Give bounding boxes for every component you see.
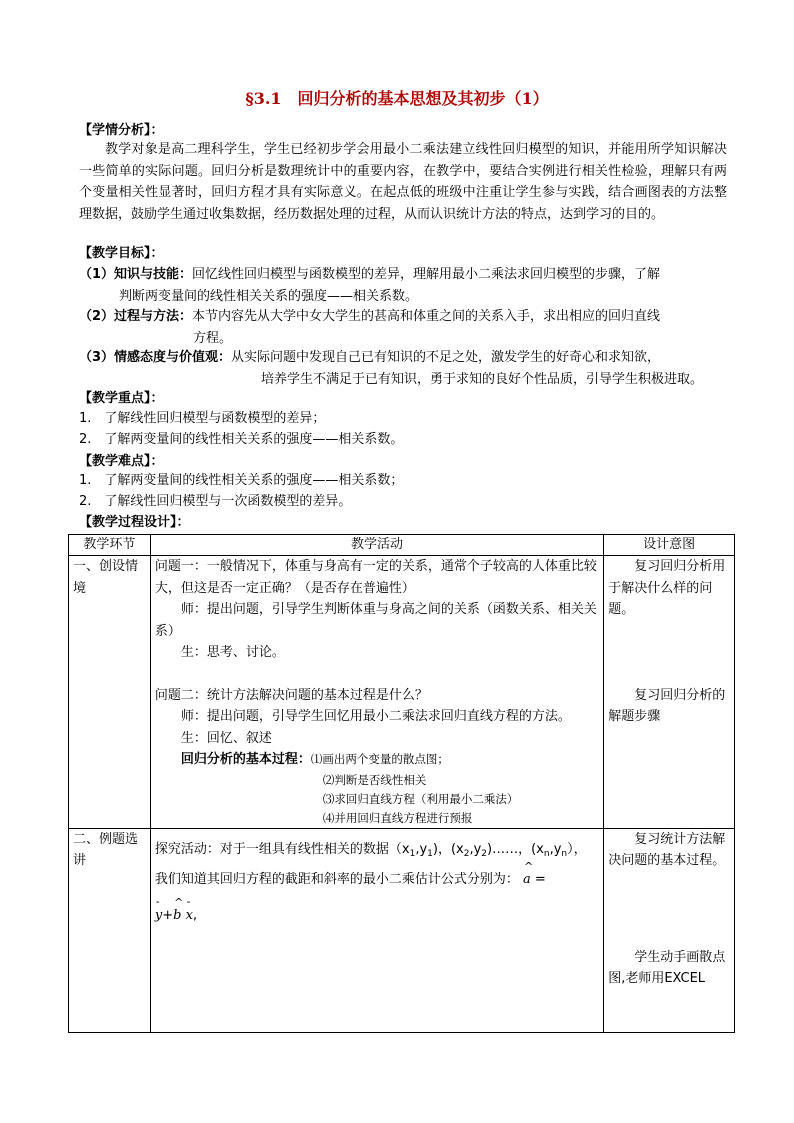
table-row [69, 556, 735, 829]
analysis-paragraph: 教学对象是高二理科学生，学生已经初步学会用最小二乘法建立线性回归模型的知识，并能用所学知识解决一些简单的实际问题。回归分析是数理统计中的重要内容，在教学中，要结合实例进行相关性检验，理解只有两个变量相关性显著时，回归方程才具有实际意义。在起点低的班级中注重让学生参与实践，结合画图表的方法整理数据，鼓励学生通过收集数据，经历数据处理的过程，从而认识统计方法的特点，达到学习的目的。 [79, 142, 727, 222]
table-header-row [69, 535, 735, 556]
difficult-heading: 【教学难点】： [79, 454, 164, 469]
goal-process [79, 306, 729, 349]
goal-emotion [79, 347, 729, 390]
goal1-line1: 回忆线性回归模型与函数模型的差异，理解用最小二乘法求回归模型的步骤，了解 [192, 267, 661, 282]
goal3-line2: 培养学生不满足于已有知识，勇于求知的良好个性品质，引导学生积极进取。 [261, 371, 704, 387]
process-label: 回归分析的基本过程： [180, 752, 311, 767]
question-one: 问题一：一般情况下，体重与身高有一定的关系，通常个子较高的人体重比较大，但这是否一定正确？（是否存在普遍性） [154, 559, 597, 596]
student-note: 生：思考、讨论。 [180, 645, 285, 660]
intent-text: 学生动手画散点图,老师用EXCEL [608, 949, 726, 986]
header-stage: 教学环节 [69, 535, 151, 556]
b-hat-symbol: ^ b [173, 903, 181, 929]
question-two: 问题二：统计方法解决问题的基本过程是什么？ [154, 687, 428, 703]
formula-line: - y+^ b - x, [155, 903, 599, 929]
goal1-line2: 判断两变量间的线性相关关系的强度——相关系数。 [119, 288, 419, 304]
goal2-line2: 方程。 [193, 330, 233, 346]
intent-text: 复习回归分析用于解决什么样的问题。 [608, 559, 726, 617]
a-hat-symbol: ^ a [523, 867, 531, 893]
x-bar-symbol: - x [186, 903, 193, 929]
process-heading: 【教学过程设计】： [79, 515, 190, 530]
stage-cell: 二、例题选讲 [69, 828, 151, 1032]
step-item: ⑴画出两个变量的散点图； [310, 752, 449, 766]
goal3-line1: 从实际问题中发现自己已有知识的不足之处，激发学生的好奇心和求知欲， [231, 350, 661, 365]
key-item: 2. 了解两变量间的线性相关关系的强度——相关系数。 [79, 432, 404, 447]
table-row [69, 828, 735, 1032]
goal1-label: （1）知识与技能： [79, 267, 193, 282]
page-title: §3.1 回归分析的基本思想及其初步（1） [245, 89, 549, 108]
intent-cell [604, 828, 735, 1032]
teacher-note: 师：提出问题，引导学生判断体重与身高之间的关系（函数关系、相关关系） [154, 602, 597, 639]
stage-cell: 一、创设情境 [69, 556, 151, 829]
teacher-note: 师：提出问题，引导学生回忆用最小二乘法求回归直线方程的方法。 [180, 709, 571, 724]
goals-heading: 【教学目标】： [79, 246, 164, 261]
activity-cell [150, 828, 603, 1032]
header-activity: 教学活动 [150, 535, 603, 556]
intent-text: 复习回归分析的解题步骤 [608, 687, 726, 724]
difficult-item: 1. 了解两变量间的线性相关关系的强度——相关系数； [79, 473, 404, 488]
step-item: ⑶求回归直线方程（利用最小二乘法） [322, 791, 519, 806]
formula-text: 探究活动：对于一组具有线性相关的数据$(x_1,y_1)$，$(x_2,y_2)\dots\dots$，$(x_n,y_n)$，我们知道其回归方程的截距和斜率的最小二乘估计公式分别为： ^ a = [155, 837, 599, 893]
key-item: 1. 了解线性回归模型与函数模型的差异； [79, 411, 326, 426]
process-table [68, 534, 735, 1033]
header-intent: 设计意图 [604, 535, 735, 556]
activity-text-b: ），我们知道其回归方程的截距和斜率的最小二乘估计公式分别为： [154, 841, 587, 887]
y-bar-symbol: - y [155, 903, 162, 929]
student-note: 生：回忆、叙述 [180, 730, 272, 746]
step-item: ⑷并用回归直线方程进行预报 [322, 810, 473, 825]
activity-cell [150, 556, 603, 829]
difficult-item: 2. 了解线性回归模型与一次函数模型的差异。 [79, 494, 352, 509]
intent-cell [604, 556, 735, 829]
goal2-line1: 本节内容先从大学中女大学生的甚高和体重之间的关系入手，求出相应的回归直线 [192, 309, 661, 324]
intent-text: 复习统计方法解决问题的基本过程。 [608, 831, 726, 868]
activity-text-a: 探究活动：对于一组具有线性相关的数据（x [154, 841, 410, 857]
key-heading: 【教学重点】： [79, 391, 164, 406]
goal2-label: （2）过程与方法： [79, 309, 193, 324]
goal3-label: （3）情感态度与价值观： [79, 350, 232, 365]
step-item: ⑵判断是否线性相关 [322, 772, 427, 787]
goal-knowledge [79, 264, 729, 307]
analysis-heading: 【学情分析】： [79, 123, 164, 138]
